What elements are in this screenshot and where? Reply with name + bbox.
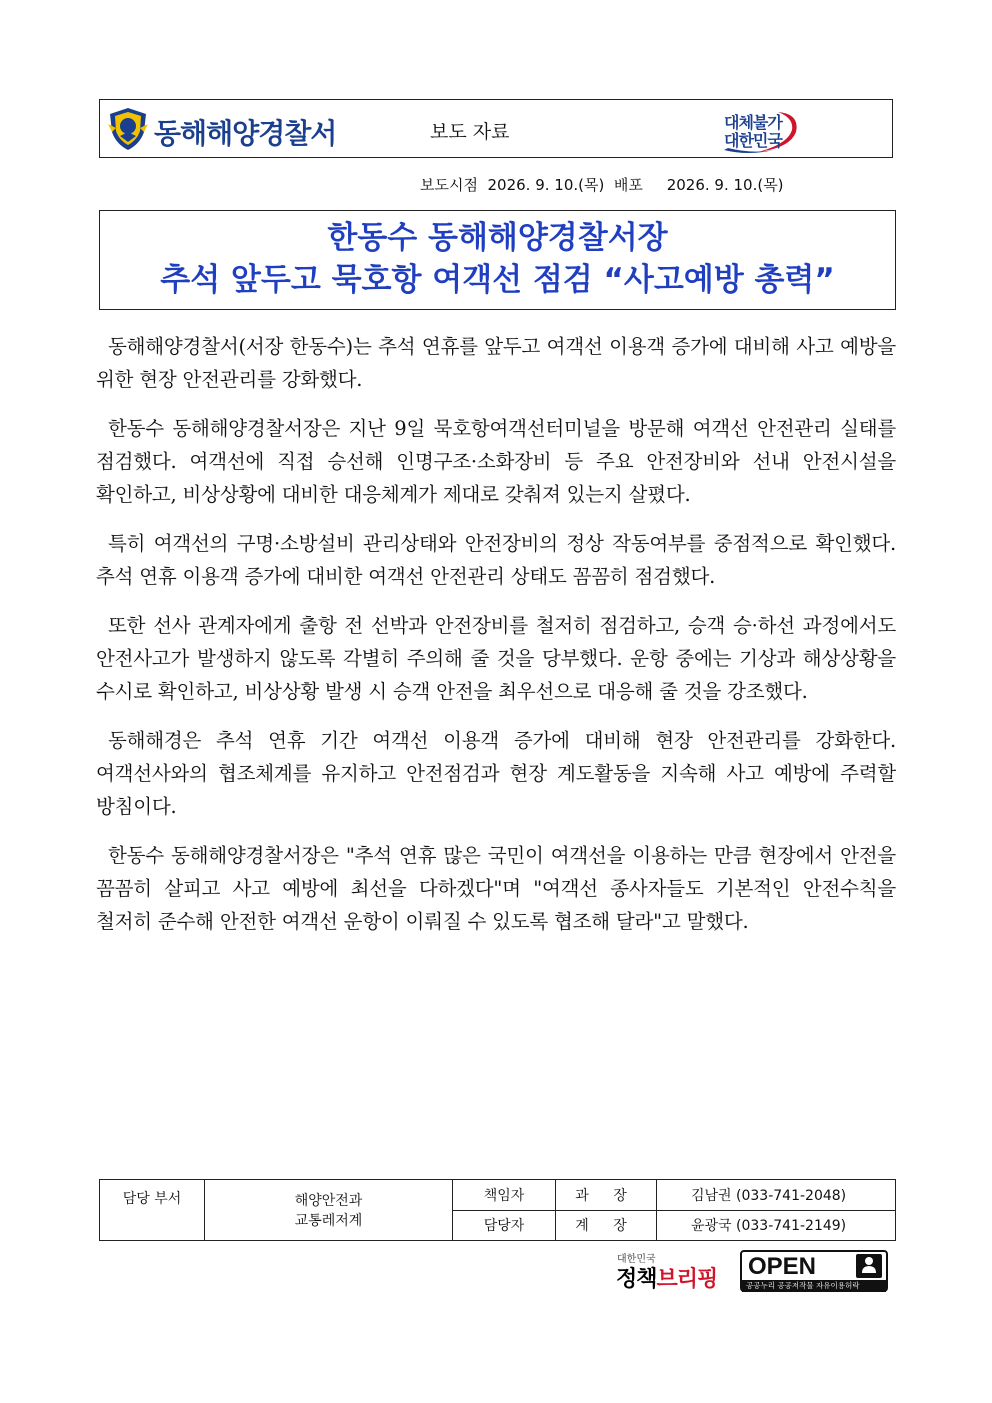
dept-label-cell: 담당 부서 [100,1180,205,1241]
dept-line2: 교통레저계 [294,1213,363,1229]
header-box [99,99,893,158]
briefing-word-a: 정책 [616,1267,657,1292]
coast-guard-emblem-icon [106,106,150,152]
open-label: OPEN [748,1253,817,1280]
headline-box [99,210,896,310]
briefing-word-b: 브리핑 [656,1267,718,1292]
headline-line2: 추석 앞두고 묵호항 여객선 점검 “사고예방 총력” [160,262,835,298]
open-license-badge [740,1250,888,1292]
briefing-caption: 대한민국 [617,1254,656,1265]
article-body [96,330,896,954]
contact-table [99,1179,896,1241]
slogan-logo [718,104,818,156]
slogan-line2: 대한민국 [724,131,782,150]
dept-cell [205,1180,453,1241]
open-license-caption: 공공누리 공공저작물 자유이용허락 [742,1280,886,1292]
release-date-info: 보도시점 2026. 9. 10.(목) 배포 2026. 9. 10.(목) [420,176,784,194]
dept-line1: 해양안전과 [294,1193,363,1209]
org-name: 동해해양경찰서 [154,117,337,150]
title-cell: 계 장 [556,1210,657,1241]
role-cell: 담당자 [453,1210,556,1241]
paragraph: 동해해양경찰서(서장 한동수)는 추석 연휴를 앞두고 여객선 이용객 증가에 대비해 사고 예방을 위한 현장 안전관리를 강화했다. [96,335,896,391]
headline-line1: 한동수 동해해양경찰서장 [327,220,668,256]
person-icon [856,1254,882,1278]
policy-briefing-logo [616,1262,717,1293]
person-cell: 윤광국 (033-741-2149) [657,1210,896,1241]
slogan-line1: 대체불가 [724,113,782,132]
person-cell: 김남권 (033-741-2048) [657,1180,896,1211]
table-row [100,1180,896,1211]
paragraph: 특히 여객선의 구명·소방설비 관리상태와 안전장비의 정상 작동여부를 중점적으로 확인했다. 추석 연휴 이용객 증가에 대비한 여객선 안전관리 상태도 꼼꼼히 점검했다. [96,532,896,588]
attribution-person-icon [856,1254,882,1278]
paragraph: 동해해경은 추석 연휴 기간 여객선 이용객 증가에 대비해 현장 안전관리를 강화한다. 여객선사와의 협조체계를 유지하고 안전점검과 현장 계도활동을 지속해 사고 예방에 주력할 방침이다. [96,729,896,818]
paragraph: 또한 선사 관계자에게 출항 전 선박과 안전장비를 철저히 점검하고, 승객 승·하선 과정에서도 안전사고가 발생하지 않도록 각별히 주의해 줄 것을 당부했다. 운항 중에는 기상과 해상상황을 수시로 확인하고, 비상상황 발생 시 승객 안전을 최우선으로 대응해 줄 것을 강조했다. [96,614,896,703]
role-cell: 책임자 [453,1180,556,1211]
footer-logos [612,1250,892,1295]
paragraph: 한동수 동해해양경찰서장은 지난 9일 묵호항여객선터미널을 방문해 여객선 안전관리 실태를 점검했다. 여객선에 직접 승선해 인명구조·소화장비 등 주요 안전장비와 선내 안전시설을 확인하고, 비상상황에 대비한 대응체계가 제대로 갖춰져 있는지 살폈다. [96,417,896,506]
title-cell: 과 장 [556,1180,657,1211]
doc-type-label: 보도 자료 [430,121,510,143]
paragraph: 한동수 동해해양경찰서장은 "추석 연휴 많은 국민이 여객선을 이용하는 만큼 현장에서 안전을 꼼꼼히 살피고 사고 예방에 최선을 다하겠다"며 "여객선 종사자들도 기본적인 안전수칙을 철저히 준수해 안전한 여객선 운항이 이뤄질 수 있도록 협조해 달라"고 말했다. [96,844,896,933]
